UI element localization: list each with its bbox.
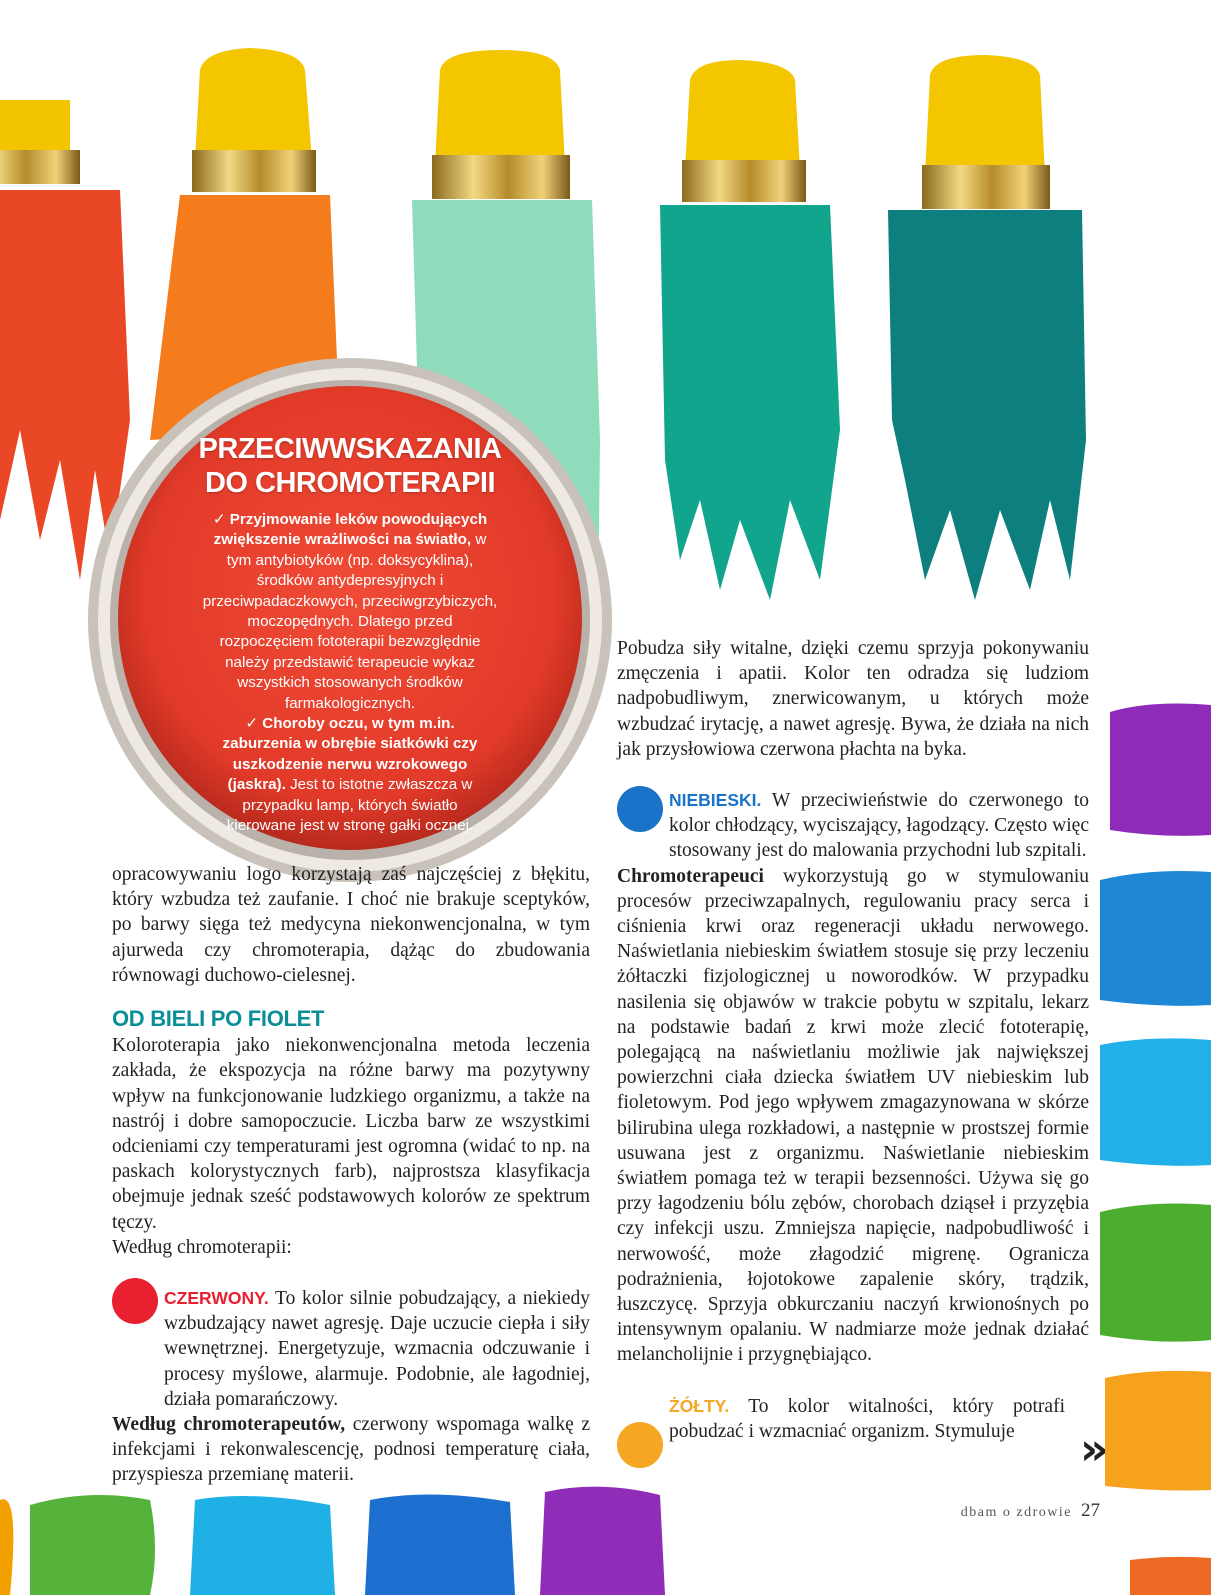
yellow-section (617, 1394, 1089, 1444)
callout-item-1 (120, 510, 580, 714)
left-column (112, 862, 590, 1488)
blue-dot-icon (617, 786, 663, 832)
brush-dark-teal (888, 55, 1086, 600)
callout-title-line2: DO CHROMOTERAPII (204, 467, 496, 499)
right-column (617, 636, 1089, 1444)
red-section (112, 1286, 590, 1412)
double-chevron-right-icon[interactable]: » (1080, 1424, 1109, 1475)
blue-text: W przeciwieństwie do czerwonego to kolor chłodzący, wyciszający, łagodzący. Często więc stosowany jest do malowania przychodni lub szpitali. (669, 790, 1090, 862)
bottom-swatches (0, 1487, 665, 1595)
left-intro: opracowywaniu logo korzystają zaś najczęściej z błękitu, który wzbudza też zaufanie. I choć nie brakuje sceptyków, po barwy sięga też medycyna niekonwencjonalna, w tym ajurweda czy chromoterapia, dążąc do zbudowania równowagi duchowo-cielesnej. (112, 864, 590, 986)
callout-item1-text: w tym antybiotyków (np. doksycyklina), środków antydepresyjnych i przeciwpadaczkowych, przeciwgrzybiczych, moczopędnych. Dlatego przed rozpoczęciem fototerapii bezwzględnie należy przedstawić terapeucie wykaz wszystkich stosowanych środków farmakologicznych. (202, 531, 498, 712)
red-dot-icon (112, 1278, 158, 1324)
callout-item2-text: Jest to istotne zwłaszcza w przypadku lamp, których światło kierowane jest w stronę gałki ocznej. (226, 776, 474, 835)
red-text: To kolor silnie pobudzający, a niekiedy wzbudzający nawet agresję. Daje uczucie ciepła i siły wewnętrznej. Energetyzuje, wzmacnia odczuwanie i procesy myślowe, alarmuje. Podobnie, ale łagodniej, działa pomarańczowy. (164, 1288, 591, 1410)
magazine-name: dbam o zdrowie (960, 1505, 1072, 1520)
brush-teal (660, 60, 840, 600)
callout-title-line1: PRZECIWWSKAZANIA (198, 433, 502, 465)
blue2-text: wykorzystują go w stymulowaniu procesów przeciwzapalnych, regulowaniu pracy serca i ciśnienia krwi oraz regeneracji układu nerwowego. Naświetlania niebieskim światłem stosuje się przy leczeniu żółtaczki fizjologicznej u noworodków. W przypadku nasilenia się objawów w trakcie pobytu w szpitalu, lekarz na podstawie badań z krwi może zlecić fototerapię, polegającą na naświetlaniu możliwie jak największej powierzchni ciała dziecka światłem UV niebieskim lub fioletowym. Pod jego wpływem zmagazynowana w skórze bilirubina ulega rozkładowi, a następnie w prostszej formie usuwana jest z organizmu. Naświetlanie niebieskim światłem pomaga też w terapii bezsenności. Używa się go przy łagodzeniu bólu zębów, chorobach dziąseł i przyzębia czy infekcji uszu. Zmniejsza napięcie, nadpobudliwość i nerwowość, może złagodzić migrenę. Ogranicza podrażnienia, łojotokowe zapalenie skóry, trądzik, łuszczycę. Sprzyja obkurczaniu naczyń krwionośnych po intensywnym opalaniu. W nadmiarze może jednak działać melancholijnie i przygnębiająco. (617, 865, 1090, 1366)
red2-text: czerwony wspomaga walkę z infekcjami i rekonwalescencję, podnosi temperaturę ciała, przyspiesza przemianę materii. (112, 1414, 591, 1486)
page-footer (900, 1500, 1100, 1522)
contraindications-callout (120, 432, 580, 837)
callout-item2-bold: ✓ Choroby oczu, w tym m.in. zaburzenia w obrębie siatkówki czy uszkodzenie nerwu wzrokowego (jaskra). (222, 715, 478, 794)
right-swatches (1100, 704, 1211, 1595)
brush-red (0, 100, 130, 580)
blue-section-2 (617, 864, 1089, 1368)
blue2-bold: Chromoterapeuci (617, 865, 764, 887)
blue-label: NIEBIESKI. (669, 790, 762, 811)
right-intro: Pobudza siły witalne, dzięki czemu sprzyja pokonywaniu zmęczenia i apatii. Kolor ten odradza się ludziom nadpobudliwym, znerwicowanym, u których może wzbudzać irytację, a nawet agresję. Bywa, że działa na nich jak przysłowiowa czerwona płachta na byka. (617, 638, 1089, 760)
page-number: 27 (1081, 1500, 1100, 1521)
left-para1: Koloroterapia jako niekonwencjonalna metoda leczenia zakłada, że ekspozycja na różne barwy ma pozytywny wpływ na funkcjonowanie ludzkiego organizmu, a także na nastrój i dobre samopoczucie. Liczba barw ze wszystkimi odcieniami czy temperaturami jest ogromna (widać to np. na paskach kolorystycznych farb), najprostsza klasyfikacja obejmuje jednak sześć podstawowych kolorów ze spektrum tęczy. (112, 1035, 590, 1233)
left-para2: Według chromoterapii: (112, 1236, 292, 1258)
red-section-2 (112, 1412, 590, 1488)
yellow-dot-icon (617, 1422, 663, 1468)
red2-bold: Według chromoterapeutów, (112, 1414, 346, 1436)
red-label: CZERWONY. (164, 1288, 269, 1309)
callout-item1-bold: ✓ Przyjmowanie leków powodujących zwiększenie wrażliwości na światło, (212, 511, 488, 549)
callout-body (120, 510, 580, 837)
yellow-label: ŻÓŁTY. (669, 1395, 730, 1416)
blue-section (617, 788, 1089, 864)
section-heading: OD BIELI PO FIOLET (112, 1006, 325, 1032)
yellow-text: To kolor witalności, który potrafi pobudzać i wzmacniać organizm. Stymuluje (669, 1395, 1065, 1442)
callout-item-2 (120, 714, 580, 836)
